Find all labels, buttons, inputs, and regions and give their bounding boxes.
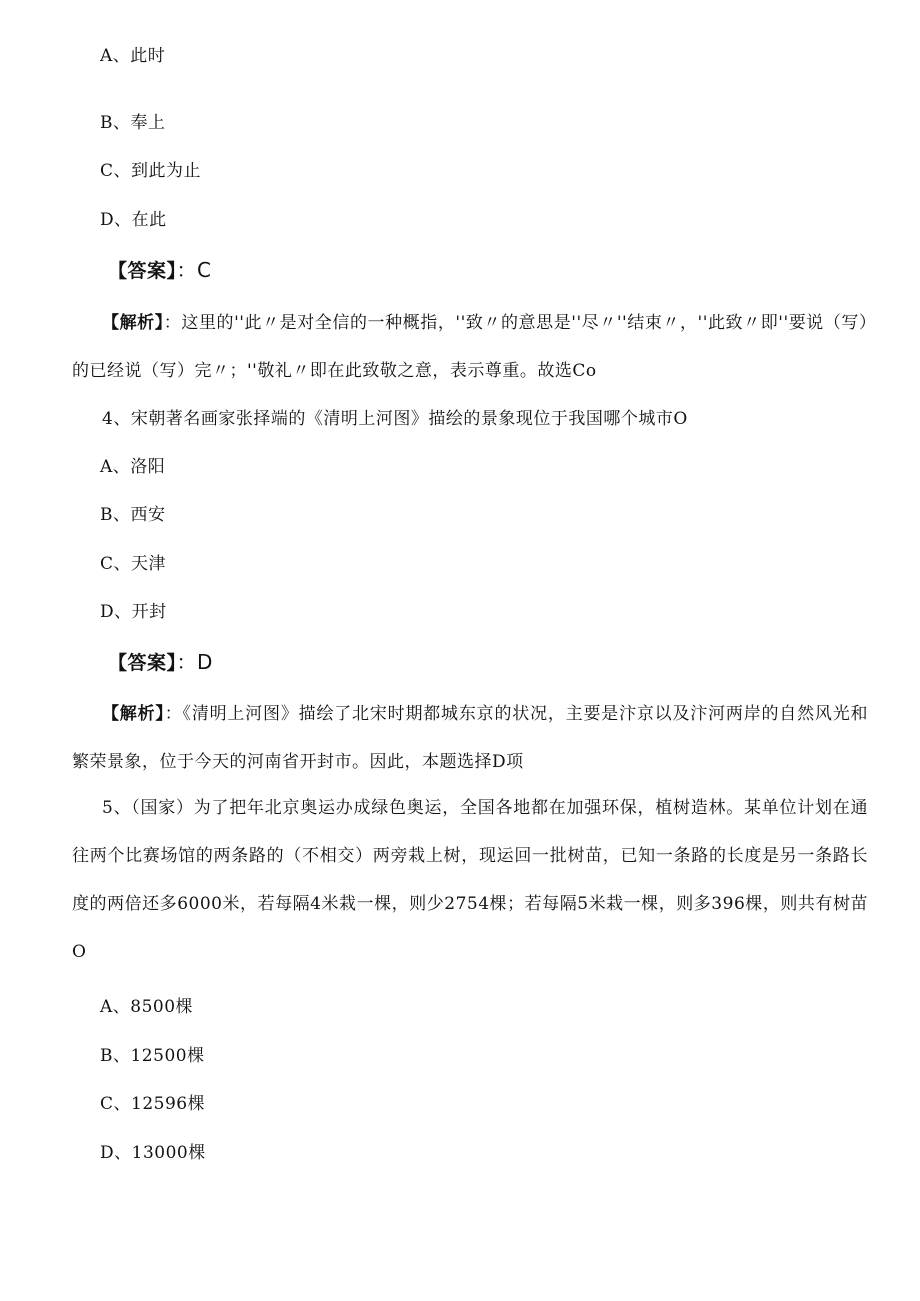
answer-label: 【答案】	[108, 260, 177, 282]
answer-label: 【答案】	[108, 652, 177, 674]
q5-question: 5、（国家）为了把年北京奥运办成绿色奥运，全国各地都在加强环保，植树造林。某单位计划在通往两个比赛场馆的两条路的（不相交）两旁栽上树，现运回一批树苗，已知一条路的长度是另一条路长度的两倍还多6000米，若每隔4米栽一棵，则少2754棵；若每隔5米栽一棵，则多396棵，则共有树苗O	[72, 798, 868, 962]
q3-analysis	[72, 299, 868, 395]
q5-option-c: C、12596棵	[100, 1094, 206, 1114]
q5-option-b: B、12500棵	[100, 1046, 205, 1066]
q3-option-d: D、在此	[100, 210, 167, 230]
q4-option-d: D、开封	[100, 602, 167, 622]
answer-value: ：C	[176, 258, 212, 282]
q3-option-b: B、奉上	[100, 113, 166, 133]
analysis-text: ：这里的''此〃是对全信的一种概指，''致〃的意思是''尽〃''结束〃，''此致〃即''要说（写）的已经说（写）完〃；''敬礼〃即在此致敬之意，表示尊重。故选Co	[72, 313, 868, 381]
q4-option-c: C、天津	[100, 554, 167, 574]
analysis-label: 【解析】	[102, 704, 165, 724]
q4-analysis	[72, 690, 868, 786]
q3-answer	[108, 259, 211, 282]
q3-option-a: A、此时	[100, 46, 166, 66]
q4-answer	[108, 651, 213, 674]
q4-option-b: B、西安	[100, 505, 166, 525]
analysis-text: ：《清明上河图》描绘了北宋时期都城东京的状况，主要是汴京以及汴河两岸的自然风光和繁荣景象，位于今天的河南省开封市。因此，本题选择D项	[72, 704, 869, 772]
q5-option-d: D、13000棵	[100, 1143, 206, 1163]
q4-question: 4、宋朝著名画家张择端的《清明上河图》描绘的景象现位于我国哪个城市O	[102, 409, 688, 429]
q5-option-a: A、8500棵	[100, 997, 194, 1017]
q3-option-c: C、到此为止	[100, 161, 202, 181]
analysis-label: 【解析】	[102, 313, 164, 333]
q4-option-a: A、洛阳	[100, 457, 166, 477]
answer-value: ：D	[176, 650, 213, 674]
